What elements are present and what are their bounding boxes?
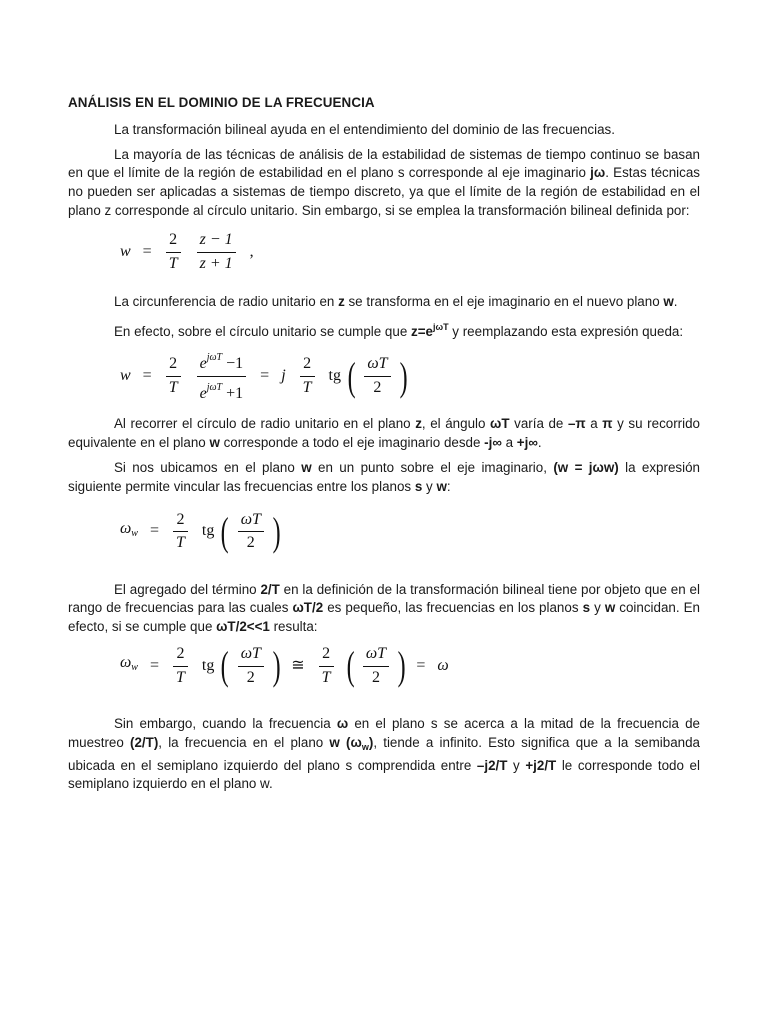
equation-small-angle-approximation: $\omega_w$ = $\frac{2}{T}$ tg ( $\frac{\omega T}{2}$ ) ≅ $\frac{2}{T}$ ( $\frac{\omega T}{2}$ ) = ω	[120, 643, 449, 689]
fraction-omega-T-over-2: $\frac{\omega T}{2}$	[363, 645, 389, 688]
paragraph-1: La transformación bilineal ayuda en el entendimiento del dominio de las frecuencias.	[114, 121, 615, 137]
paragraph-5: Al recorrer el círculo de radio unitario en el plano z, el ángulo ωT varía de –π a π y su recorrido equivalente en el plano w corresponde a todo el eje imaginario desde -j∞ a +j∞.	[68, 416, 701, 451]
fraction-2-over-T: $\frac{2}{T}$	[166, 231, 181, 274]
document-page	[68, 94, 700, 800]
equation-bilinear-transform: w = $\frac{2}{T}$ $\frac{z - 1}{z + 1}$ ,	[120, 230, 254, 272]
fraction-omega-T-over-2: $\frac{\omega T}{2}$	[238, 511, 264, 554]
fraction-omega-T-over-2: $\frac{\omega T}{2}$	[238, 645, 264, 688]
fraction-2-over-T: $\frac{2}{T}$	[166, 355, 181, 398]
paragraph-2: La mayoría de las técnicas de análisis de la estabilidad de sistemas de tiempo continuo se basan en que el límite de la región de estabilidad en el plano s corresponde al eje imaginario jω. Estas técnicas no pueden ser aplicadas a sistemas de tiempo discreto, ya que el límite de la región de estabilidad en el plano z corresponde al círculo unitario. Sin embargo, si se emplea la transformación bilineal definida por:	[68, 146, 700, 218]
paragraph-3: La circunferencia de radio unitario en z se transforma en el eje imaginario en el nuevo plano w.	[114, 293, 678, 309]
fraction-2-over-T: $\frac{2}{T}$	[300, 355, 315, 398]
fraction-exponential-ratio: $\frac{e^{j\omega T} -1}{e^{j\omega T} +1}$	[197, 349, 247, 404]
fraction-2-over-T: $\frac{2}{T}$	[173, 645, 188, 688]
fraction-omega-T-over-2: $\frac{\omega T}{2}$	[364, 355, 390, 398]
paragraph-6: Si nos ubicamos en el plano w en un punto sobre el eje imaginario, (w = jωw) la expresión siguiente permite vincular las frecuencias entre los planos s y w:	[68, 459, 700, 494]
paragraph-8: Sin embargo, cuando la frecuencia ω en el plano s se acerca a la mitad de la frecuencia de muestreo (2/T), la frecuencia en el plano w $(\omega_w)$, tiende a infinito. Esto significa que a la semibanda ubicada en el semiplano izquierdo del plano s comprendida entre –j2/T y +j2/T le corresponde todo el semiplano izquierdo en el plano w.	[68, 715, 700, 792]
equation-unit-circle-substitution: w = $\frac{2}{T}$ $\frac{e^{j\omega T} -1}{e^{j\omega T} +1}$ = j $\frac{2}{T}$ tg ( $\frac{\omega T}{2}$ )	[116, 349, 700, 403]
fraction-z-minus-1-over-z-plus-1: $\frac{z - 1}{z + 1}$	[197, 231, 236, 274]
equation-frequency-warping: $\omega_w$ = $\frac{2}{T}$ tg ( $\frac{\omega T}{2}$ )	[120, 508, 281, 554]
paragraph-7: El agregado del término 2/T en la definición de la transformación bilineal tiene por objeto que en el rango de frecuencias para las cuales ωT/2 es pequeño, las frecuencias en los planos s y w coincidan. En efecto, si se cumple que ωT/2<<1 resulta:	[68, 581, 700, 635]
paragraph-4: En efecto, sobre el círculo unitario se cumple que $z=e^{j\omega T}$ y reemplazando esta expresión queda:	[114, 321, 684, 339]
section-heading: ANÁLISIS EN EL DOMINIO DE LA FRECUENCIA	[68, 95, 375, 110]
fraction-2-over-T: $\frac{2}{T}$	[173, 511, 188, 554]
fraction-2-over-T: $\frac{2}{T}$	[319, 645, 334, 688]
